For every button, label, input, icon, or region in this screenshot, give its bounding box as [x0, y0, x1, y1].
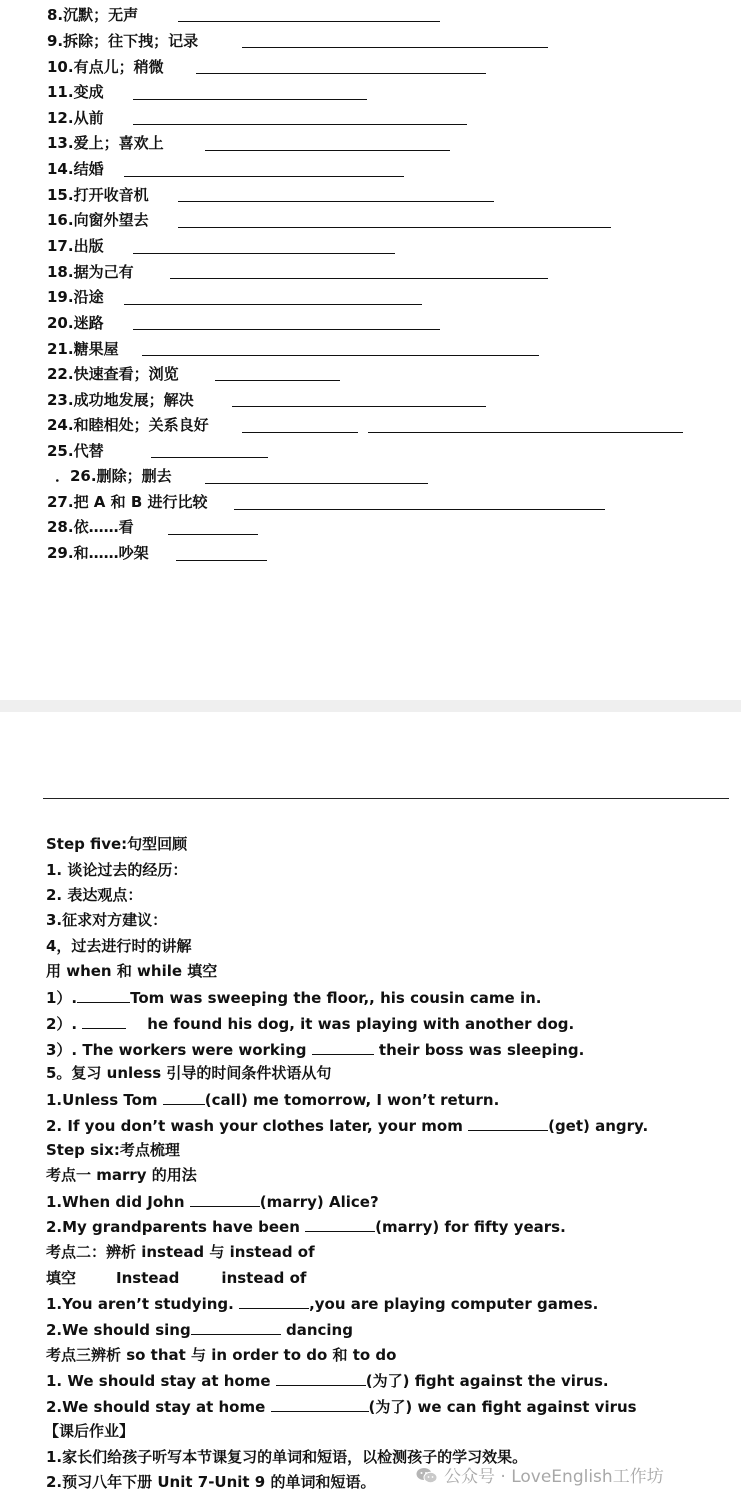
answer-blank — [305, 1216, 375, 1232]
vocab-item-17: 17.出版 — [47, 237, 104, 255]
exercise-row — [46, 1370, 609, 1391]
exercise-text: (marry) for fifty years. — [375, 1218, 566, 1236]
exercise-row — [46, 987, 541, 1008]
answer-blank — [170, 278, 548, 279]
unless-review-heading: 5。复习 unless 引导的时间条件状语从句 — [46, 1064, 332, 1082]
exercise-prefix: 1.Unless Tom — [46, 1091, 158, 1109]
vocab-item-29: 29.和……吵架 — [47, 544, 149, 562]
vocab-item-9: 9.拆除；往下拽；记录 — [47, 32, 199, 50]
fill-options — [46, 1268, 306, 1288]
answer-blank — [168, 534, 258, 535]
vocab-item-22: 22.快速查看；浏览 — [47, 365, 179, 383]
exercise-text: (marry) Alice? — [259, 1193, 379, 1211]
answer-blank — [77, 987, 130, 1003]
exercise-prefix: 2. If you don’t wash your clothes later, your mom — [46, 1117, 463, 1135]
vocab-item-27: 27.把 A 和 B 进行比较 — [47, 493, 208, 511]
answer-blank — [368, 432, 683, 433]
answer-blank — [312, 1039, 374, 1055]
wechat-icon — [416, 1467, 438, 1484]
vocab-item-11: 11.变成 — [47, 83, 104, 101]
exercise-prefix: 1. We should stay at home — [46, 1372, 271, 1390]
exercise-row — [46, 1319, 353, 1340]
key-point-1: 考点一 marry 的用法 — [46, 1166, 197, 1184]
exercise-row — [46, 1293, 598, 1314]
answer-blank — [190, 1191, 260, 1207]
watermark-text: 公众号 · LoveEnglish工作坊 — [444, 1467, 664, 1487]
exercise-text: he found his dog, it was playing with another dog. — [147, 1015, 575, 1033]
vocab-item-14: 14.结婚 — [47, 160, 104, 178]
step-six-heading: Step six:考点梳理 — [46, 1141, 180, 1159]
page-divider — [43, 798, 729, 799]
answer-blank — [133, 329, 440, 330]
answer-blank — [133, 99, 367, 100]
homework-item-2: 2.预习八年下册 Unit 7-Unit 9 的单词和短语。 — [46, 1473, 376, 1491]
vocab-item-18: 18.据为己有 — [47, 263, 134, 281]
fill-instruction: 用 when 和 while 填空 — [46, 962, 218, 980]
vocab-item-24: 24.和睦相处；关系良好 — [47, 416, 209, 434]
answer-blank — [133, 124, 467, 125]
exercise-text: (为了) we can fight against virus — [368, 1398, 637, 1416]
sentence-review-3: 3.征求对方建议： — [46, 911, 168, 929]
answer-blank — [191, 1319, 281, 1335]
answer-blank — [234, 509, 605, 510]
answer-blank — [178, 21, 440, 22]
vocab-item-12: 12.从前 — [47, 109, 104, 127]
answer-blank — [205, 483, 428, 484]
answer-blank — [142, 355, 539, 356]
worksheet-page-1 — [0, 0, 741, 700]
option-instead-of: instead of — [221, 1269, 307, 1287]
exercise-text: Tom was sweeping the floor,, his cousin came in. — [130, 989, 542, 1007]
answer-blank — [196, 73, 486, 74]
answer-blank — [178, 201, 494, 202]
answer-blank — [82, 1013, 126, 1029]
answer-blank — [124, 176, 404, 177]
vocab-item-25: 25.代替 — [47, 442, 104, 460]
vocab-item-20: 20.迷路 — [47, 314, 104, 332]
exercise-prefix: 1.When did John — [46, 1193, 185, 1211]
vocab-item-8: 8.沉默；无声 — [47, 6, 139, 24]
answer-blank — [176, 560, 267, 561]
page-gap — [0, 700, 741, 712]
answer-blank — [239, 1293, 309, 1309]
answer-blank — [178, 227, 611, 228]
exercise-prefix: 2.My grandparents have been — [46, 1218, 300, 1236]
exercise-row — [46, 1115, 648, 1136]
vocab-item-19: 19.沿途 — [47, 288, 104, 306]
exercise-text: dancing — [285, 1321, 353, 1339]
answer-blank — [468, 1115, 548, 1131]
fill-label: 填空 — [46, 1269, 77, 1287]
key-point-3: 考点三辨析 so that 与 in order to do 和 to do — [46, 1346, 397, 1364]
exercise-prefix: 2）. — [46, 1015, 78, 1033]
exercise-text: (为了) fight against the virus. — [365, 1372, 609, 1390]
option-instead: Instead — [116, 1269, 180, 1287]
key-point-2: 考点二：辨析 instead 与 instead of — [46, 1243, 315, 1261]
answer-blank — [232, 406, 486, 407]
exercise-row — [46, 1191, 379, 1212]
exercise-row — [46, 1396, 637, 1417]
answer-blank — [242, 432, 358, 433]
vocab-item-15: 15.打开收音机 — [47, 186, 149, 204]
watermark — [416, 1462, 664, 1487]
exercise-text: their boss was sleeping. — [378, 1041, 585, 1059]
exercise-prefix: 2.We should sing — [46, 1321, 191, 1339]
exercise-prefix: 2.We should stay at home — [46, 1398, 266, 1416]
answer-blank — [163, 1089, 205, 1105]
vocab-item-26: ．26.删除；删去 — [55, 467, 172, 485]
sentence-review-4: 4，过去进行时的讲解 — [46, 937, 192, 955]
answer-blank — [242, 47, 548, 48]
step-five-heading: Step five:句型回顾 — [46, 835, 188, 853]
answer-blank — [133, 253, 395, 254]
answer-blank — [151, 457, 268, 458]
exercise-row — [46, 1039, 584, 1060]
exercise-text: (get) angry. — [548, 1117, 649, 1135]
exercise-row — [46, 1013, 574, 1034]
exercise-row — [46, 1216, 566, 1237]
vocab-item-16: 16.向窗外望去 — [47, 211, 149, 229]
sentence-review-1: 1. 谈论过去的经历： — [46, 861, 188, 879]
answer-blank — [205, 150, 450, 151]
answer-blank — [271, 1396, 369, 1412]
vocab-item-28: 28.依……看 — [47, 518, 134, 536]
exercise-prefix: 1）. — [46, 989, 78, 1007]
exercise-row — [46, 1089, 499, 1110]
vocab-item-21: 21.糖果屋 — [47, 340, 119, 358]
exercise-prefix: 3）. The workers were working — [46, 1041, 307, 1059]
homework-item-1: 1.家长们给孩子听写本节课复习的单词和短语，以检测孩子的学习效果。 — [46, 1448, 528, 1466]
answer-blank — [124, 304, 422, 305]
exercise-text: (call) me tomorrow, I won’t return. — [204, 1091, 500, 1109]
sentence-review-2: 2. 表达观点： — [46, 886, 143, 904]
vocab-item-10: 10.有点儿；稍微 — [47, 58, 164, 76]
answer-blank — [276, 1370, 366, 1386]
answer-blank — [215, 380, 340, 381]
vocab-item-13: 13.爱上；喜欢上 — [47, 134, 164, 152]
vocab-item-23: 23.成功地发展；解决 — [47, 391, 194, 409]
exercise-prefix: 1.You aren’t studying. — [46, 1295, 234, 1313]
exercise-text: ,you are playing computer games. — [309, 1295, 599, 1313]
homework-title: 【课后作业】 — [44, 1422, 135, 1440]
